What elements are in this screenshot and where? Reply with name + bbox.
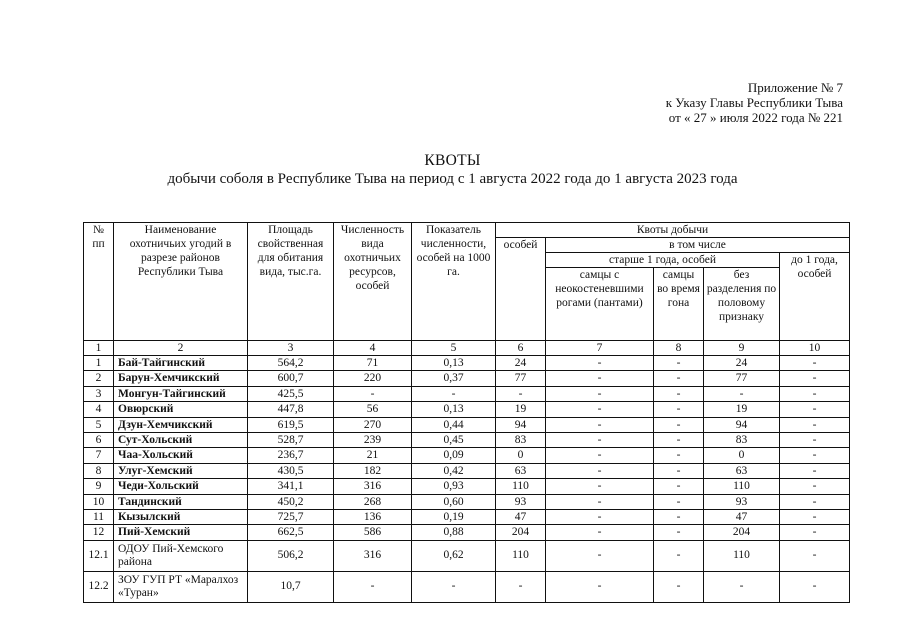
row-number: 10 [84,494,114,509]
colnum-1: 1 [84,341,114,356]
table-row [84,356,850,371]
colnum-10: 10 [780,341,850,356]
annex-number: Приложение № 7 [747,80,843,95]
colnum-5: 5 [412,341,496,356]
cell-value: 270 [334,417,412,432]
row-number: 1 [84,356,114,371]
header-males-rut: самцы во время гона [654,268,704,341]
cell-value: - [654,494,704,509]
table-row [84,540,850,571]
cell-value: 430,5 [248,463,334,478]
row-number: 4 [84,402,114,417]
cell-value: - [654,448,704,463]
cell-value: - [546,432,654,447]
cell-value: 47 [496,509,546,524]
cell-value: 586 [334,525,412,540]
colnum-8: 8 [654,341,704,356]
cell-value: - [780,571,850,602]
cell-value: - [546,448,654,463]
table-row [84,432,850,447]
cell-value: - [780,371,850,386]
cell-value: 528,7 [248,432,334,447]
cell-value: 19 [704,402,780,417]
cell-value: - [704,386,780,401]
cell-value: - [654,386,704,401]
cell-value: 447,8 [248,402,334,417]
header-no: № пп [84,223,114,341]
cell-value: 316 [334,540,412,571]
cell-value: - [704,571,780,602]
cell-value: 77 [496,371,546,386]
cell-value: 77 [704,371,780,386]
cell-value: - [412,386,496,401]
cell-value: 0,13 [412,356,496,371]
table-row [84,571,850,602]
cell-value: - [546,571,654,602]
cell-value: 110 [704,479,780,494]
cell-value: 0,88 [412,525,496,540]
cell-value: - [780,479,850,494]
cell-value: 63 [704,463,780,478]
cell-value: 619,5 [248,417,334,432]
cell-value: 236,7 [248,448,334,463]
cell-value: - [780,494,850,509]
colnum-9: 9 [704,341,780,356]
table-body [84,356,850,603]
cell-value: 19 [496,402,546,417]
cell-value: - [654,525,704,540]
cell-value: 600,7 [248,371,334,386]
header-total: особей [496,238,546,341]
cell-value: 182 [334,463,412,478]
cell-value: 0,62 [412,540,496,571]
header-area: Площадь свойственная для обитания вида, тыс.га. [248,223,334,341]
cell-value: 93 [704,494,780,509]
cell-value: - [780,463,850,478]
header-older: старше 1 года, особей [546,253,780,268]
cell-value: - [546,417,654,432]
cell-value: 94 [704,417,780,432]
cell-value: - [334,386,412,401]
cell-value: - [546,509,654,524]
cell-value: 93 [496,494,546,509]
district-name: Овюрский [114,402,248,417]
colnum-3: 3 [248,341,334,356]
district-name: Дзун-Хемчикский [114,417,248,432]
annex-date: от « 27 » июля 2022 года № 221 [668,110,843,125]
cell-value: 0,60 [412,494,496,509]
row-number: 2 [84,371,114,386]
cell-value: - [780,356,850,371]
district-name: Монгун-Тайгинский [114,386,248,401]
cell-value: 0 [496,448,546,463]
cell-value: - [780,386,850,401]
colnum-7: 7 [546,341,654,356]
cell-value: - [546,371,654,386]
cell-value: - [546,402,654,417]
cell-value: - [546,540,654,571]
cell-value: 564,2 [248,356,334,371]
cell-value: 24 [496,356,546,371]
cell-value: 110 [496,479,546,494]
row-number: 3 [84,386,114,401]
table-row [84,525,850,540]
row-number: 6 [84,432,114,447]
table-row [84,509,850,524]
district-name: Сут-Хольский [114,432,248,447]
cell-value: - [654,356,704,371]
cell-value: 136 [334,509,412,524]
district-name: Барун-Хемчикский [114,371,248,386]
table-row [84,386,850,401]
district-name: Чаа-Хольский [114,448,248,463]
row-number: 5 [84,417,114,432]
colnum-6: 6 [496,341,546,356]
row-number: 12.1 [84,540,114,571]
cell-value: 316 [334,479,412,494]
header-population: Численность вида охотничьих ресурсов, особей [334,223,412,341]
cell-value: - [654,540,704,571]
cell-value: 83 [496,432,546,447]
annex-note [666,80,843,125]
cell-value: 71 [334,356,412,371]
colnum-4: 4 [334,341,412,356]
table-row [84,448,850,463]
cell-value: 0,13 [412,402,496,417]
header-incl: в том числе [546,238,850,253]
table-row [84,463,850,478]
cell-value: 24 [704,356,780,371]
cell-value: 0,42 [412,463,496,478]
cell-value: - [654,371,704,386]
district-name: Тандинский [114,494,248,509]
colnum-2: 2 [114,341,248,356]
cell-value: 341,1 [248,479,334,494]
district-name: Бай-Тайгинский [114,356,248,371]
column-numbers-row [84,341,850,356]
cell-value: - [654,479,704,494]
cell-value: - [546,525,654,540]
header-name: Наименование охотничьих угодий в разрезе районов Республики Тыва [114,223,248,341]
row-number: 9 [84,479,114,494]
cell-value: 21 [334,448,412,463]
document-title [0,152,905,188]
row-number: 12 [84,525,114,540]
quota-table [83,222,850,603]
cell-value: - [780,432,850,447]
cell-value: - [780,509,850,524]
cell-value: - [654,463,704,478]
cell-value: 662,5 [248,525,334,540]
cell-value: 0,45 [412,432,496,447]
cell-value: 239 [334,432,412,447]
cell-value: 0,09 [412,448,496,463]
cell-value: 47 [704,509,780,524]
cell-value: - [546,386,654,401]
cell-value: 83 [704,432,780,447]
title-subtitle: добычи соболя в Республике Тыва на период с 1 августа 2022 года до 1 августа 2023 года [167,171,738,187]
cell-value: - [780,525,850,540]
cell-value: 268 [334,494,412,509]
cell-value: - [780,402,850,417]
cell-value: - [546,494,654,509]
cell-value: 204 [496,525,546,540]
title-main: КВОТЫ [424,152,481,169]
district-name: ЗОУ ГУП РТ «Маралхоз «Туран» [114,571,248,602]
table-row [84,371,850,386]
cell-value: 63 [496,463,546,478]
cell-value: - [334,571,412,602]
cell-value: - [412,571,496,602]
header-under1: до 1 года, особей [780,253,850,341]
table-row [84,402,850,417]
cell-value: - [654,509,704,524]
district-name: Пий-Хемский [114,525,248,540]
row-number: 7 [84,448,114,463]
cell-value: 220 [334,371,412,386]
header-no-sex: без разделения по половому признаку [704,268,780,341]
cell-value: 0,93 [412,479,496,494]
cell-value: 204 [704,525,780,540]
cell-value: 450,2 [248,494,334,509]
annex-decree: к Указу Главы Республики Тыва [665,95,843,110]
district-name: Улуг-Хемский [114,463,248,478]
cell-value: - [546,356,654,371]
row-number: 12.2 [84,571,114,602]
cell-value: 0,44 [412,417,496,432]
cell-value: 425,5 [248,386,334,401]
cell-value: - [780,417,850,432]
cell-value: - [654,571,704,602]
cell-value: - [496,571,546,602]
cell-value: 725,7 [248,509,334,524]
cell-value: 110 [496,540,546,571]
cell-value: - [780,540,850,571]
cell-value: 506,2 [248,540,334,571]
row-number: 11 [84,509,114,524]
table-row [84,494,850,509]
table-row [84,479,850,494]
cell-value: 0 [704,448,780,463]
cell-value: - [496,386,546,401]
district-name: Кызылский [114,509,248,524]
cell-value: - [654,402,704,417]
district-name: ОДОУ Пий-Хемского района [114,540,248,571]
cell-value: 94 [496,417,546,432]
cell-value: - [546,463,654,478]
cell-value: 110 [704,540,780,571]
district-name: Чеди-Хольский [114,479,248,494]
header-quota: Квоты добычи [496,223,850,238]
cell-value: - [780,448,850,463]
cell-value: 0,19 [412,509,496,524]
table-row [84,417,850,432]
cell-value: - [654,432,704,447]
row-number: 8 [84,463,114,478]
cell-value: - [654,417,704,432]
cell-value: - [546,479,654,494]
cell-value: 56 [334,402,412,417]
cell-value: 10,7 [248,571,334,602]
header-density: Показатель численности, особей на 1000 га. [412,223,496,341]
header-males-antlers: самцы с неокостеневшими рогами (пантами) [546,268,654,341]
cell-value: 0,37 [412,371,496,386]
